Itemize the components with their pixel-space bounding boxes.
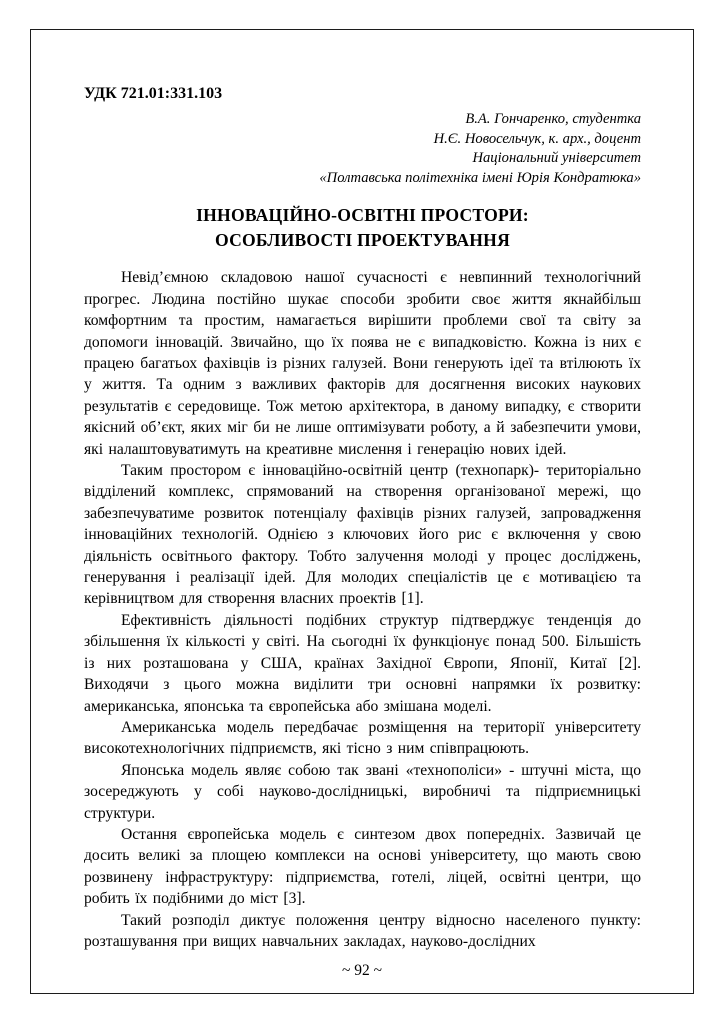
paragraph-4: Американська модель передбачає розміщення на території університету високотехнологічних підприємств, які тісно з ним співпрацюють. bbox=[84, 718, 641, 758]
paragraph-5: Японська модель являє собою так звані «технополіси» - штучні міста, що зосереджують у собі науково-дослідницькі, виробничі та підприємницькі структури. bbox=[84, 761, 641, 822]
page-content bbox=[84, 84, 641, 952]
paragraph-7: Такий розподіл диктує положення центру відносно населеного пункту: розташування при вищих навчальних закладах, науково-дослідних bbox=[84, 911, 641, 950]
article-body bbox=[84, 267, 641, 952]
udc-code: УДК 721.01:331.103 bbox=[84, 85, 223, 102]
page-number: ~ 92 ~ bbox=[341, 962, 383, 979]
paragraph-3: Ефективність діяльності подібних структур підтверджує тенденція до збільшення їх кількості у світі. На сьогодні їх функціонує понад 500. Більшість із них розташована у США, країнах Західної Європи, Японії, Китаї [2]. Виходячи з цього можна виділити три основні напрямки їх розвитку: американська, японська та європейська або змішана моделі. bbox=[84, 611, 641, 715]
author-line-2: Н.Є. Новосельчук, к. арх., доцент bbox=[433, 130, 641, 147]
paragraph-2: Таким простором є інноваційно-освітній центр (технопарк)- територіально відділений комплекс, спрямований на створення організованої мережі, що забезпечуватиме розвиток потенціалу фахівців різних галузей, запровадження інноваційних технологій. Однією з ключових його рис є включення у свою діяльність освітнього фактору. Тобто залучення молоді у процес досліджень, генерування і реалізації ідей. Для молодих спеціалістів це є мотивацією та керівництвом для створення власних проектів [1]. bbox=[84, 462, 641, 608]
authors-block bbox=[84, 110, 641, 188]
author-line-1: В.А. Гончаренко, студентка bbox=[465, 111, 641, 127]
affiliation-line-2: «Полтавська політехніка імені Юрія Кондратюка» bbox=[319, 169, 641, 186]
article-title bbox=[84, 203, 641, 253]
affiliation-line-1: Національний університет bbox=[472, 150, 641, 167]
article-title-line-2: ОСОБЛИВОСТІ ПРОЕКТУВАННЯ bbox=[215, 230, 510, 251]
paragraph-6: Остання європейська модель є синтезом двох попередніх. Зазвичай це досить великі за площею комплекси на основі університету, що мають свою розвинену інфраструктуру: підприємства, готелі, ліцей, освітні центри, що робить їх подібними до міст [3]. bbox=[84, 825, 641, 908]
paragraph-1: Невід’ємною складовою нашої сучасності є невпинний технологічний прогрес. Людина постійно шукає способи зробити своє життя якнайбільш комфортним та простим, намагається вирішити проблеми свої та світу за допомоги інновацій. Звичайно, що їх поява не є випадковістю. Кожна із них є працею багатьох фахівців із різних галузей. Вони генерують ідеї та втілюють їх у життя. Та одним з важливих факторів для досягнення високих наукових результатів є середовище. Тож метою архітектора, в даному випадку, є створити якісний об’єкт, яких міг би не лише оптимізувати роботу, а й забезпечити умови, які налаштовуватимуть на креативне мислення і генерацію нових ідей. bbox=[84, 269, 641, 458]
article-title-line-1: ІННОВАЦІЙНО-ОСВІТНІ ПРОСТОРИ: bbox=[196, 205, 529, 226]
